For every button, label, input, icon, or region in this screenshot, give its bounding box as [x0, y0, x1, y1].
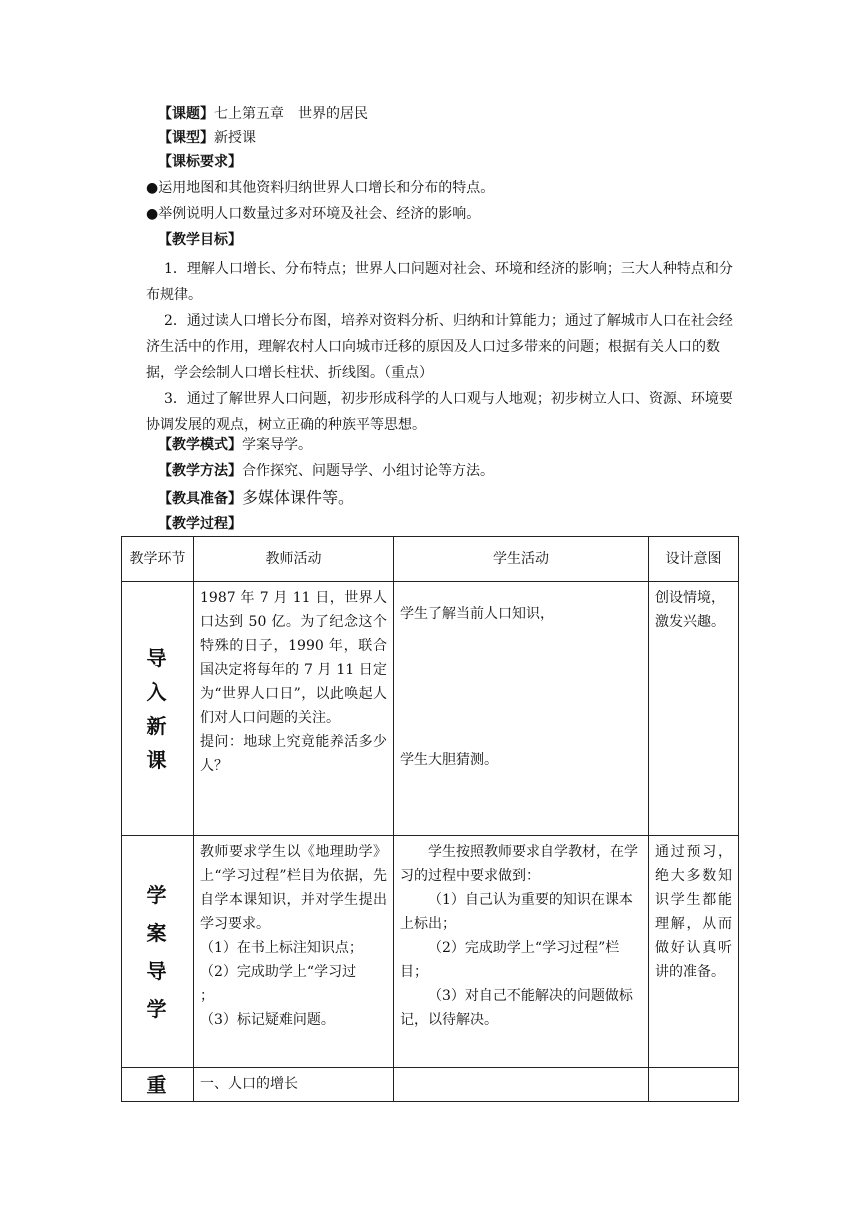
type-label: 【课型】 [158, 130, 214, 146]
table-row [122, 836, 739, 1068]
table-row [122, 1068, 739, 1102]
student-activity [394, 1068, 649, 1102]
process-label: 【教学过程】 [158, 516, 242, 532]
standard-item: ●举例说明人口数量过多对环境及社会、经济的影响。 [146, 206, 481, 222]
standards-label: 【课标要求】 [158, 154, 242, 170]
lesson-process-table [121, 536, 739, 1102]
header-intent: 设计意图 [649, 537, 739, 582]
prep-value: 多媒体课件等。 [242, 488, 355, 507]
stage-cell [122, 1068, 194, 1102]
teacher-activity: 教师要求学生以《地理助学》上“学习过程”栏目为依据，先自学本课知识，并对学生提出学习要求。 （1）在书上标注知识点； （2）完成助学上“学习过 ； （3）标记疑难问题。 [194, 836, 394, 1068]
student-item: （2）完成助学上“学习过程”栏目； [400, 940, 620, 980]
table-row [122, 582, 739, 836]
design-intent: 创设情境，激发兴趣。 [649, 582, 739, 836]
student-item: （3）对自己不能解决的问题做标记，以待解决。 [400, 988, 633, 1028]
student-text: 学生大胆猜测。 [400, 752, 498, 768]
mode-label: 【教学模式】 [158, 437, 242, 453]
goal-2: 2．通过读人口增长分布图，培养对资料分析、归纳和计算能力；通过了解城市人口在社会经济生活中的作用，理解农村人口向城市迁移的原因及人口过多带来的问题；根据有关人口的数据，学会绘制人口增长柱状、折线图。（重点） [146, 313, 733, 381]
header-teacher: 教师活动 [194, 537, 394, 582]
method-line [158, 461, 494, 481]
goal-3: 3．通过了解世界人口问题，初步形成科学的人口观与人地观；初步树立人口、资源、环境要协调发展的观点，树立正确的种族平等思想。 [146, 391, 733, 433]
teacher-activity: 1987 年 7 月 11 日，世界人口达到 50 亿。为了纪念这个特殊的日子，1990 年，联合国决定将每年的 7 月 11 日定为“世界人口日”，以此唤起人们对人口问题的关注。 提问：地球上究竟能养活多少人？ [194, 582, 394, 836]
stage-cell [122, 836, 194, 1068]
student-activity [394, 582, 649, 836]
stage-title: 导 入 新 课 [146, 645, 169, 772]
method-label: 【教学方法】 [158, 463, 242, 479]
prep-line [158, 488, 354, 509]
design-intent: 通过预习，绝大多数知识学生都能理解，从而做好认真听讲的准备。 [649, 836, 739, 1068]
mode-value: 学案导学。 [242, 437, 312, 453]
student-item: （1）自己认为重要的知识在课本上标出； [400, 892, 633, 932]
student-text: 学生按照教师要求自学教材，在学习的过程中要求做到： [400, 844, 638, 884]
goal-1: 1．理解人口增长、分布特点；世界人口问题对社会、环境和经济的影响；三大人种特点和分布规律。 [146, 261, 733, 303]
student-text: 学生了解当前人口知识， [400, 606, 554, 622]
topic-label: 【课题】 [158, 106, 214, 122]
goals-label: 【教学目标】 [158, 232, 242, 248]
method-value: 合作探究、问题导学、小组讨论等方法。 [242, 463, 494, 479]
student-activity [394, 836, 649, 1068]
mode-line [158, 435, 312, 455]
header-student: 学生活动 [394, 537, 649, 582]
stage-cell [122, 582, 194, 836]
table-header-row [122, 537, 739, 582]
type-line [158, 128, 256, 148]
type-value: 新授课 [214, 130, 256, 146]
stage-title: 学 案 导 学 [146, 882, 169, 1021]
standard-item: ●运用地图和其他资料归纳世界人口增长和分布的特点。 [146, 180, 495, 196]
stage-title: 重 [146, 1072, 169, 1097]
topic-line [158, 104, 368, 124]
design-intent [649, 1068, 739, 1102]
topic-value: 七上第五章 世界的居民 [214, 106, 368, 122]
header-stage: 教学环节 [122, 537, 194, 582]
teacher-activity: 一、人口的增长 [194, 1068, 394, 1102]
prep-label: 【教具准备】 [158, 491, 242, 507]
